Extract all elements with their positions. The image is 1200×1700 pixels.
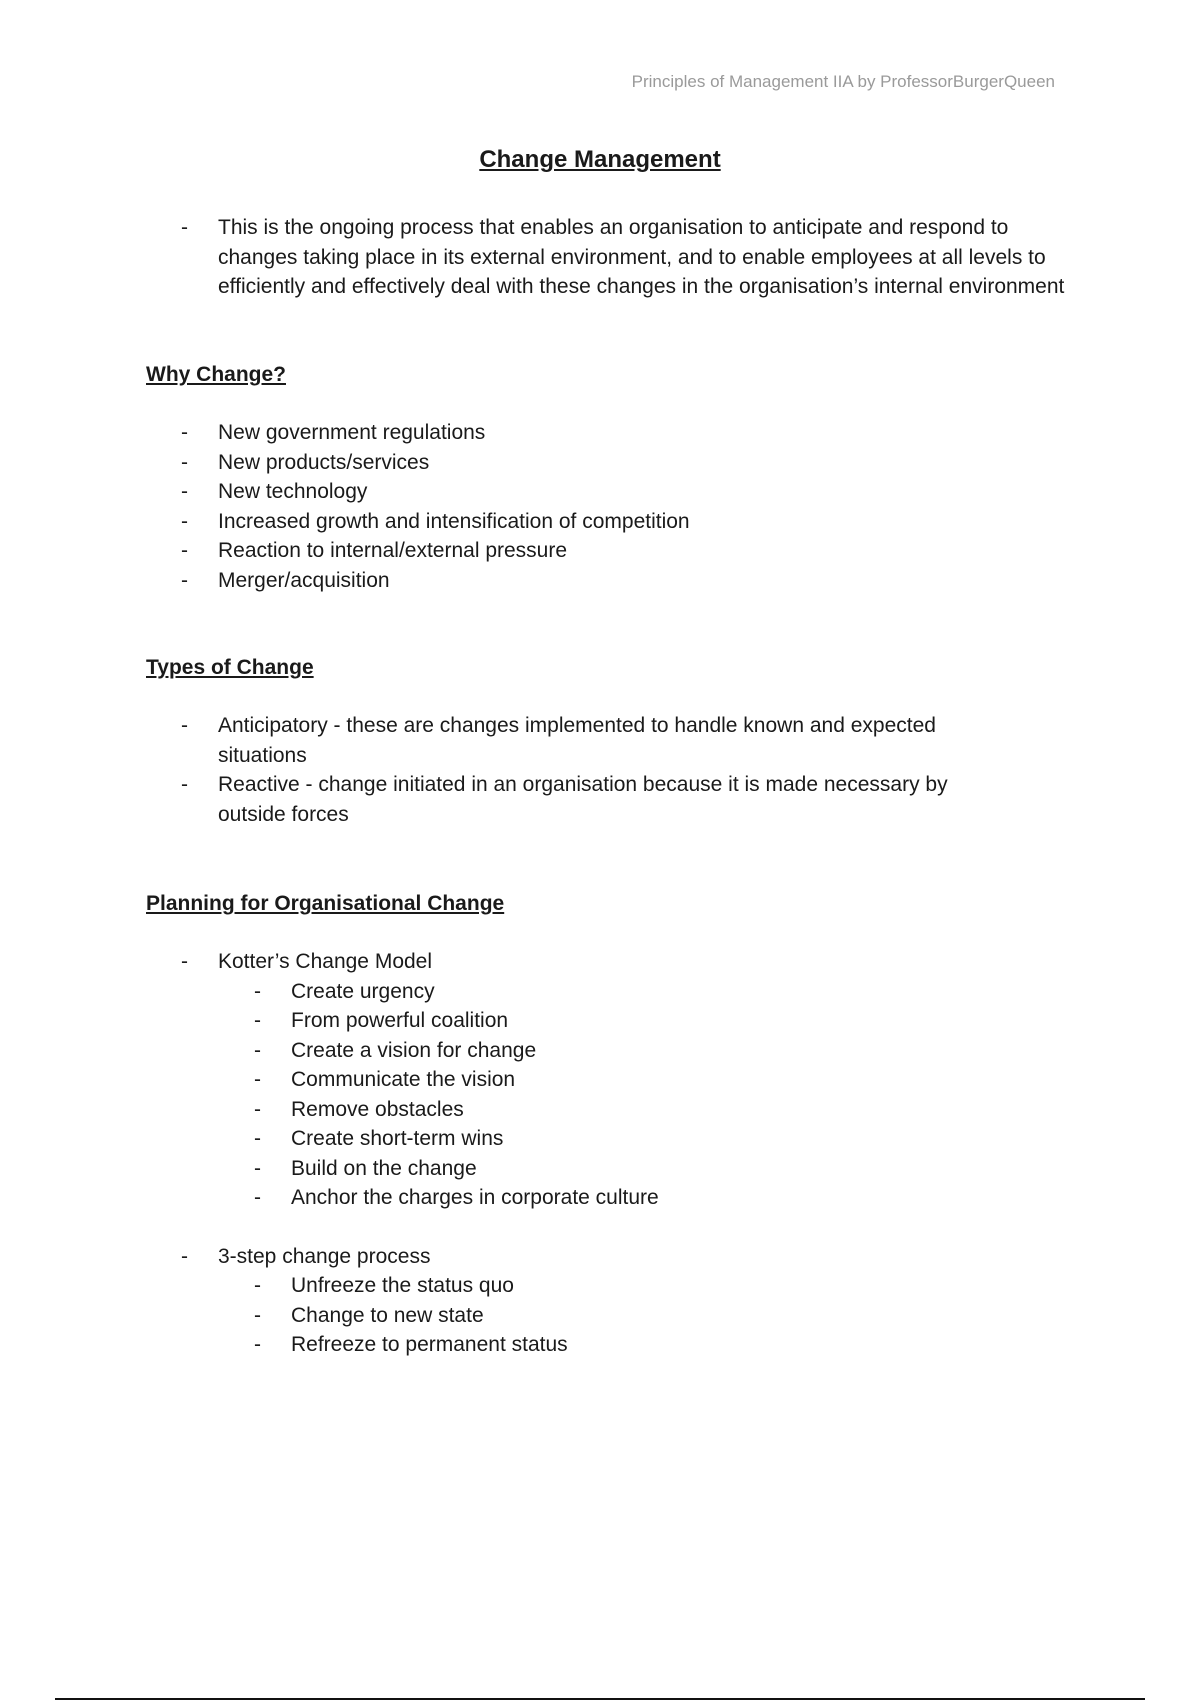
section-heading-why-change: Why Change? xyxy=(146,363,286,386)
bullet-dash: - xyxy=(181,714,188,737)
list-item xyxy=(0,1242,1200,1360)
bullet-dash: - xyxy=(181,480,188,503)
document-header-note: Principles of Management IIA by ProfessorBurgerQueen xyxy=(631,72,1055,91)
why-change-item: New products/services xyxy=(218,450,430,474)
kotter-step: Create a vision for change xyxy=(291,1038,537,1062)
kotter-steps-list xyxy=(0,977,1200,1213)
why-change-item: Increased growth and intensification of competition xyxy=(218,509,690,533)
kotter-step: From powerful coalition xyxy=(291,1009,509,1032)
why-change-item: Reaction to internal/external pressure xyxy=(218,539,568,562)
three-step-item: Unfreeze the status quo xyxy=(291,1274,514,1297)
kotter-model-label: Kotter’s Change Model xyxy=(218,950,433,973)
list-item xyxy=(0,448,1200,478)
list-item xyxy=(0,977,1200,1007)
kotter-step: Communicate the vision xyxy=(291,1068,516,1091)
list-item xyxy=(0,1124,1200,1154)
list-item xyxy=(0,566,1200,596)
bullet-dash: - xyxy=(181,539,188,562)
change-type-anticipatory: Anticipatory - these are changes implemented to handle known and expected situations xyxy=(218,714,936,767)
bullet-dash: - xyxy=(181,509,188,533)
intro-list xyxy=(0,213,1200,302)
bullet-dash: - xyxy=(254,1127,261,1150)
planning-section xyxy=(0,947,1200,1360)
bullet-dash: - xyxy=(181,950,188,973)
intro-definition: This is the ongoing process that enables an organisation to anticipate and respond to changes taking place in its external environment, and to enable employees at all levels to efficiently and effectively deal with these changes in the organisation’s internal environment xyxy=(218,216,1065,298)
bullet-dash: - xyxy=(181,216,188,239)
section-heading-types-of-change: Types of Change xyxy=(146,656,314,679)
why-change-item: New technology xyxy=(218,480,368,503)
list-item xyxy=(0,1095,1200,1125)
kotter-step: Remove obstacles xyxy=(291,1097,464,1121)
list-item xyxy=(0,1301,1200,1331)
list-item xyxy=(0,1065,1200,1095)
types-of-change-list xyxy=(0,711,1200,829)
three-step-item: Change to new state xyxy=(291,1303,484,1327)
list-item xyxy=(0,418,1200,448)
kotter-step: Build on the change xyxy=(291,1156,477,1180)
list-item xyxy=(0,770,1200,829)
why-change-item: Merger/acquisition xyxy=(218,568,390,592)
planning-list xyxy=(0,947,1200,1360)
list-item xyxy=(0,1154,1200,1184)
change-type-reactive: Reactive - change initiated in an organisation because it is made necessary by outside forces xyxy=(218,773,948,826)
kotter-step: Create short-term wins xyxy=(291,1127,504,1150)
list-item xyxy=(0,536,1200,566)
three-step-item: Refreeze to permanent status xyxy=(291,1333,568,1356)
list-item xyxy=(0,1006,1200,1036)
bullet-dash: - xyxy=(254,1068,261,1091)
bullet-dash: - xyxy=(254,1186,261,1209)
kotter-step: Anchor the charges in corporate culture xyxy=(291,1186,659,1209)
bullet-dash: - xyxy=(254,1097,261,1121)
bullet-dash: - xyxy=(181,450,188,474)
bullet-dash: - xyxy=(181,773,188,796)
bullet-dash: - xyxy=(254,1274,261,1297)
three-step-list xyxy=(0,1271,1200,1360)
list-item xyxy=(0,711,1200,770)
section-heading-planning: Planning for Organisational Change xyxy=(146,892,505,915)
bullet-dash: - xyxy=(254,1333,261,1356)
bullet-dash: - xyxy=(181,421,188,444)
bullet-dash: - xyxy=(254,1303,261,1327)
three-step-process-label: 3-step change process xyxy=(218,1244,431,1268)
why-change-list xyxy=(0,418,1200,595)
why-change-section xyxy=(0,418,1200,595)
list-item xyxy=(0,1330,1200,1360)
page-title: Change Management xyxy=(479,146,721,173)
bullet-dash: - xyxy=(254,1038,261,1062)
bullet-dash: - xyxy=(181,1244,188,1268)
list-item xyxy=(0,477,1200,507)
types-of-change-section xyxy=(0,711,1200,829)
why-change-item: New government regulations xyxy=(218,421,486,444)
bullet-dash: - xyxy=(181,568,188,592)
list-item xyxy=(0,213,1200,302)
list-item xyxy=(0,507,1200,537)
list-item xyxy=(0,1183,1200,1213)
bullet-dash: - xyxy=(254,1156,261,1180)
bullet-dash: - xyxy=(254,1009,261,1032)
list-item xyxy=(0,1271,1200,1301)
bullet-dash: - xyxy=(254,979,261,1003)
kotter-step: Create urgency xyxy=(291,979,435,1003)
list-item xyxy=(0,1036,1200,1066)
intro-section xyxy=(0,213,1200,302)
list-item xyxy=(0,947,1200,1213)
